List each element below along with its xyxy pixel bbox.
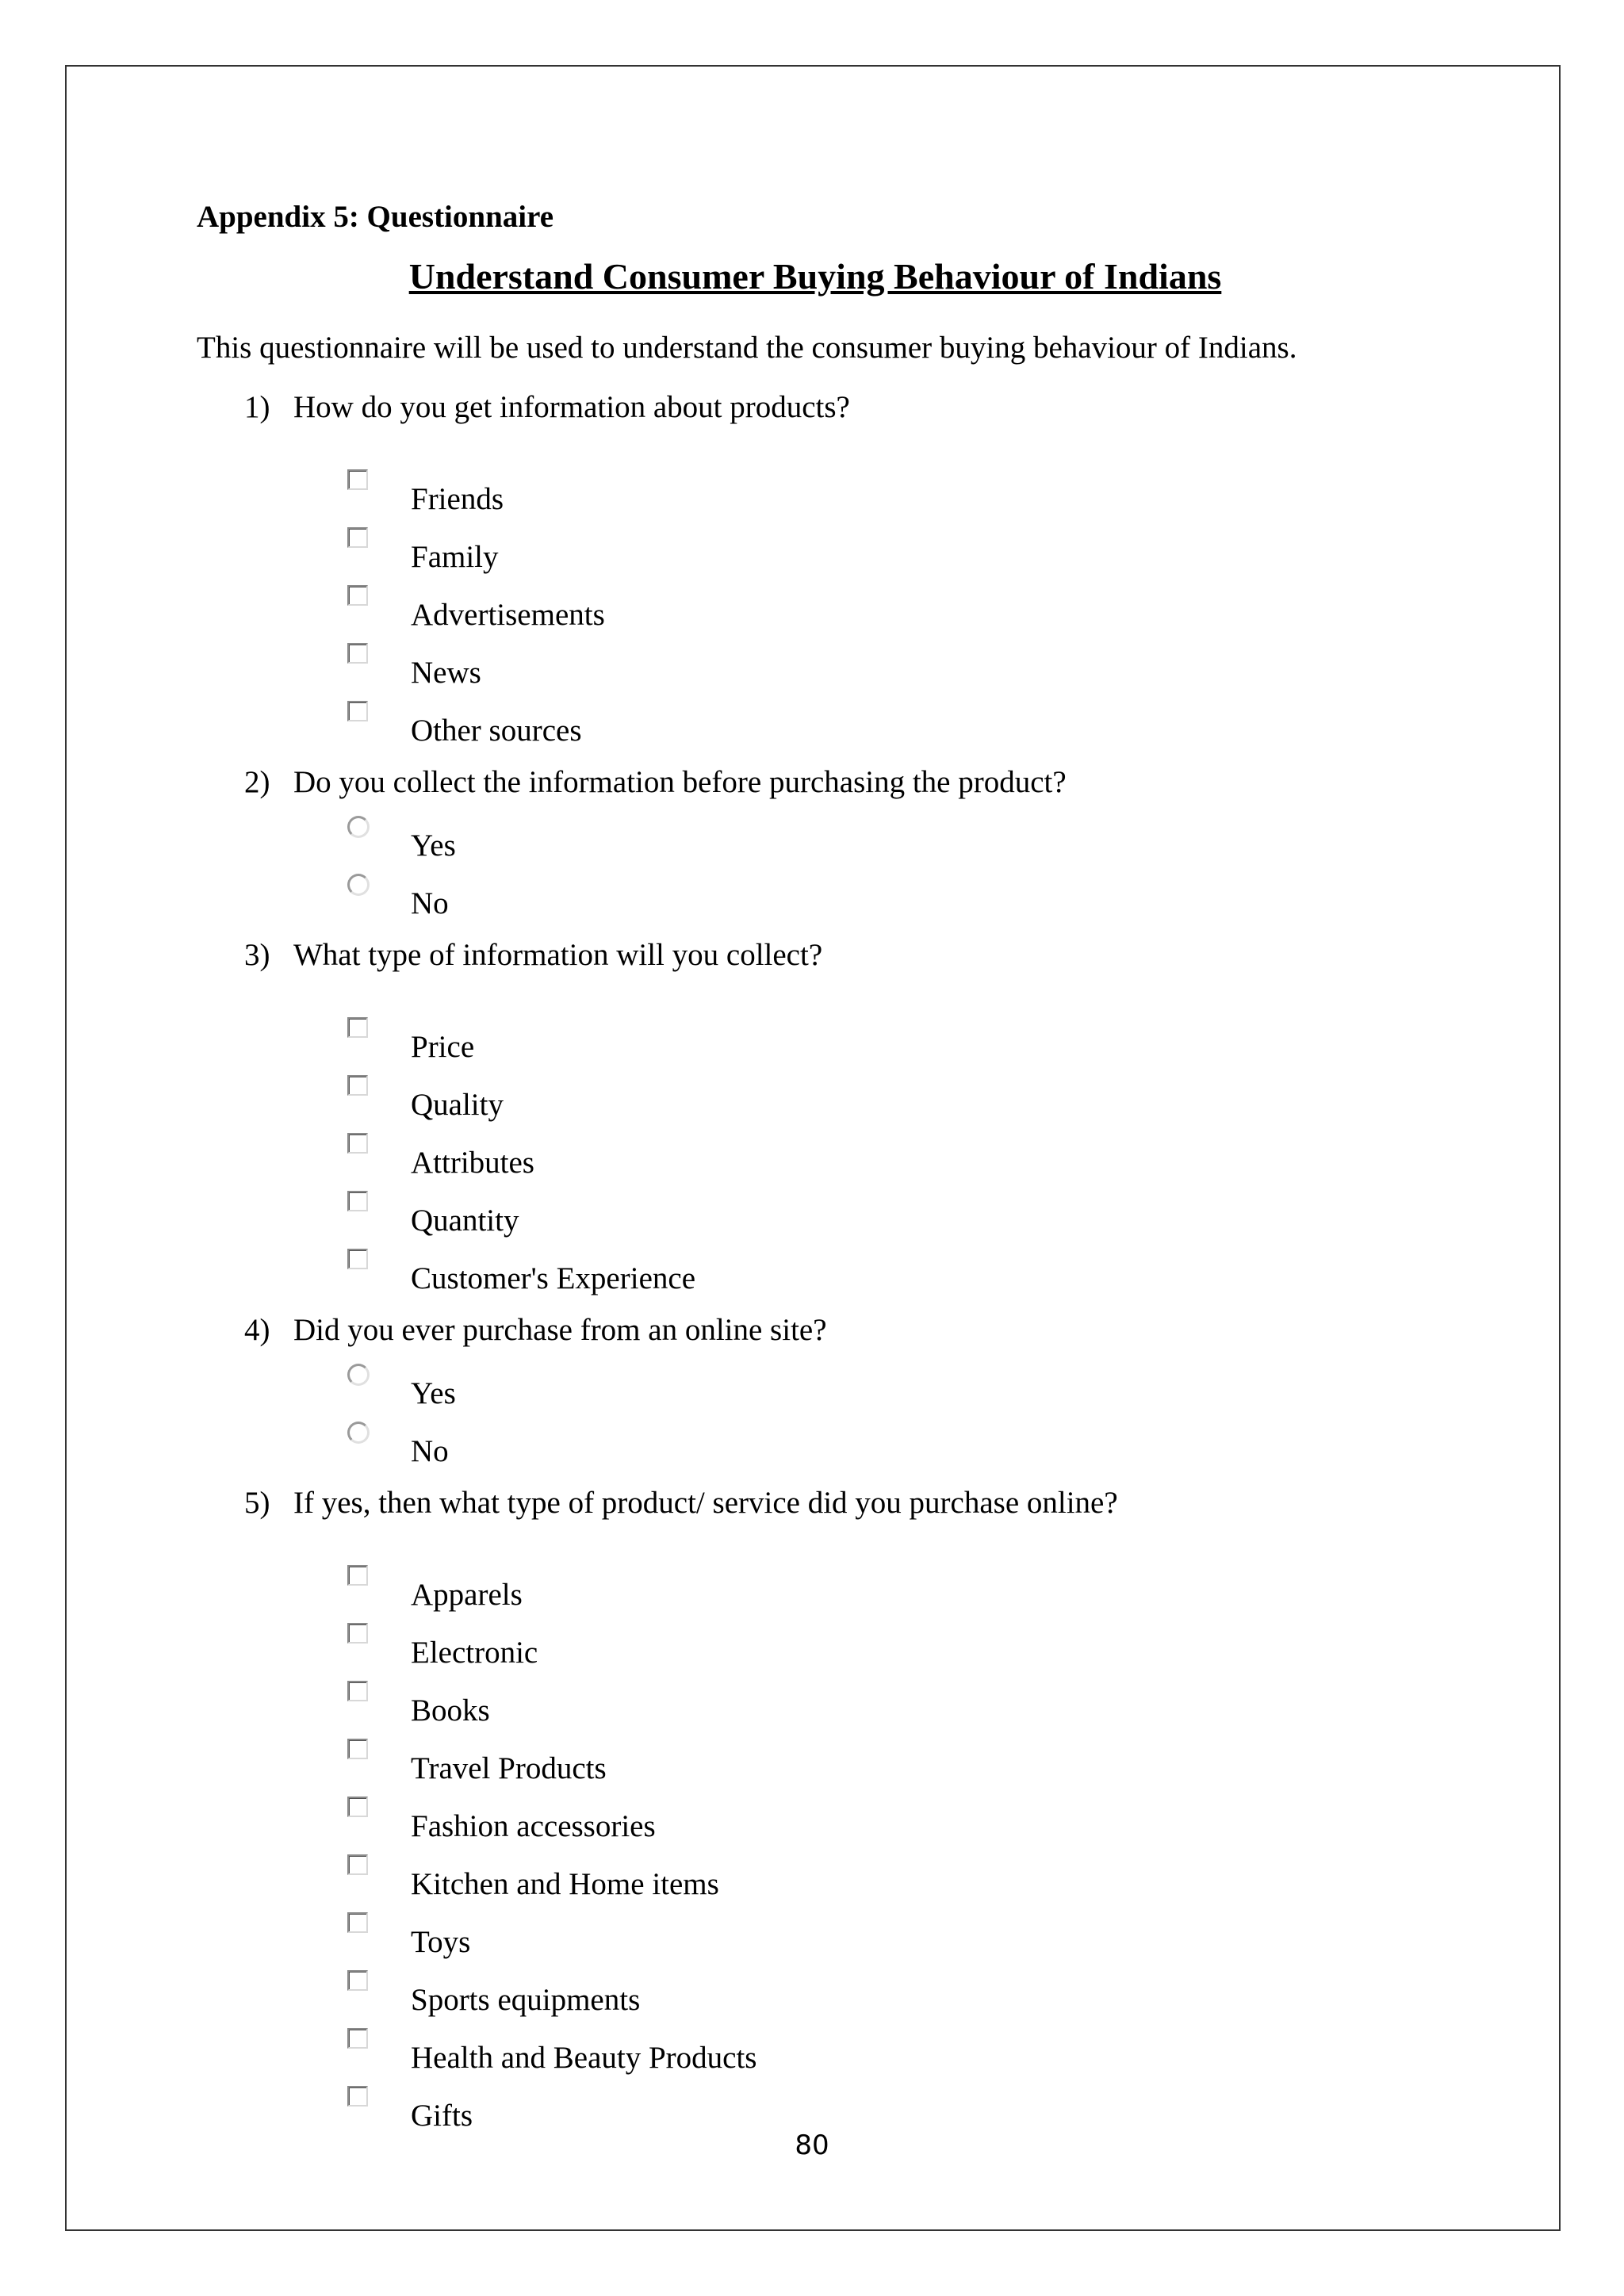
option-attributes <box>347 1133 1434 1191</box>
option-electronic <box>347 1623 1434 1681</box>
checkbox[interactable] <box>347 469 368 490</box>
option-label: Books <box>411 1693 490 1728</box>
radio-button[interactable] <box>347 874 370 896</box>
question-text: If yes, then what type of product/ service did you purchase online? <box>293 1486 1118 1520</box>
option-label: Travel Products <box>411 1751 607 1785</box>
checkbox[interactable] <box>347 1133 368 1154</box>
question-number: 1) <box>244 390 270 424</box>
intro-text: This questionnaire will be used to understand the consumer buying behaviour of Indians. <box>197 331 1297 365</box>
option-label: Yes <box>411 828 456 863</box>
question-3-options <box>197 1017 1434 1307</box>
option-label: Price <box>411 1030 475 1064</box>
option-label: Advertisements <box>411 598 605 632</box>
checkbox[interactable] <box>347 701 368 721</box>
option-label: Customer's Experience <box>411 1261 695 1295</box>
option-travel-products <box>347 1739 1434 1797</box>
checkbox[interactable] <box>347 2028 368 2049</box>
option-label: News <box>411 656 481 690</box>
question-text: Did you ever purchase from an online site? <box>293 1313 827 1347</box>
radio-button[interactable] <box>347 1422 370 1444</box>
option-label: Fashion accessories <box>411 1809 656 1843</box>
option-label: Gifts <box>411 2099 473 2133</box>
checkbox[interactable] <box>347 1739 368 1759</box>
option-label: Health and Beauty Products <box>411 2041 757 2075</box>
checkbox[interactable] <box>347 1075 368 1096</box>
checkbox[interactable] <box>347 2086 368 2107</box>
question-5-options <box>197 1565 1434 2144</box>
question-number: 3) <box>244 938 270 972</box>
option-other-sources <box>347 701 1434 759</box>
option-price <box>347 1017 1434 1075</box>
checkbox[interactable] <box>347 1797 368 1817</box>
option-label: Apparels <box>411 1578 523 1612</box>
option-label: Friends <box>411 482 504 516</box>
option-label: Electronic <box>411 1636 538 1670</box>
question-number: 2) <box>244 765 270 799</box>
option-fashion-accessories <box>347 1797 1434 1854</box>
option-label: Yes <box>411 1376 456 1410</box>
radio-button[interactable] <box>347 1364 370 1386</box>
question-2 <box>197 759 1434 806</box>
option-no <box>347 874 1434 932</box>
question-5 <box>197 1479 1434 1527</box>
option-label: Toys <box>411 1925 471 1959</box>
checkbox[interactable] <box>347 527 368 548</box>
checkbox[interactable] <box>347 1970 368 1991</box>
option-news <box>347 643 1434 701</box>
option-no <box>347 1422 1434 1479</box>
option-friends <box>347 469 1434 527</box>
radio-button[interactable] <box>347 816 370 838</box>
option-family <box>347 527 1434 585</box>
option-yes <box>347 1364 1434 1422</box>
option-label: Other sources <box>411 714 582 748</box>
option-label: No <box>411 886 449 920</box>
checkbox[interactable] <box>347 1017 368 1038</box>
question-4 <box>197 1307 1434 1354</box>
checkbox[interactable] <box>347 585 368 606</box>
option-label: Attributes <box>411 1146 534 1180</box>
page-number: 80 <box>795 2130 829 2161</box>
option-toys <box>347 1912 1434 1970</box>
question-text: How do you get information about products? <box>293 390 850 424</box>
question-1 <box>197 384 1434 431</box>
checkbox[interactable] <box>347 1249 368 1269</box>
option-quality <box>347 1075 1434 1133</box>
questionnaire <box>197 193 1434 2144</box>
checkbox[interactable] <box>347 1854 368 1875</box>
option-label: No <box>411 1434 449 1468</box>
checkbox[interactable] <box>347 1565 368 1586</box>
checkbox[interactable] <box>347 1681 368 1701</box>
question-3 <box>197 932 1434 979</box>
option-sports-equipments <box>347 1970 1434 2028</box>
question-1-options <box>197 469 1434 759</box>
checkbox[interactable] <box>347 1623 368 1644</box>
checkbox[interactable] <box>347 643 368 664</box>
option-health-beauty <box>347 2028 1434 2086</box>
option-label: Kitchen and Home items <box>411 1867 719 1901</box>
question-text: What type of information will you collect? <box>293 938 823 972</box>
option-label: Family <box>411 540 499 574</box>
appendix-heading: Appendix 5: Questionnaire <box>197 200 554 234</box>
option-advertisements <box>347 585 1434 643</box>
option-label: Sports equipments <box>411 1983 641 2017</box>
option-customers-experience <box>347 1249 1434 1307</box>
option-quantity <box>347 1191 1434 1249</box>
checkbox[interactable] <box>347 1191 368 1211</box>
option-books <box>347 1681 1434 1739</box>
question-text: Do you collect the information before purchasing the product? <box>293 765 1067 799</box>
option-kitchen-home <box>347 1854 1434 1912</box>
option-yes <box>347 816 1434 874</box>
question-4-options <box>197 1364 1434 1479</box>
option-label: Quality <box>411 1088 504 1122</box>
option-apparels <box>347 1565 1434 1623</box>
question-2-options <box>197 816 1434 932</box>
question-number: 4) <box>244 1313 270 1347</box>
question-number: 5) <box>244 1486 270 1520</box>
checkbox[interactable] <box>347 1912 368 1933</box>
page-title: Understand Consumer Buying Behaviour of Indians <box>408 256 1222 297</box>
option-label: Quantity <box>411 1203 519 1238</box>
